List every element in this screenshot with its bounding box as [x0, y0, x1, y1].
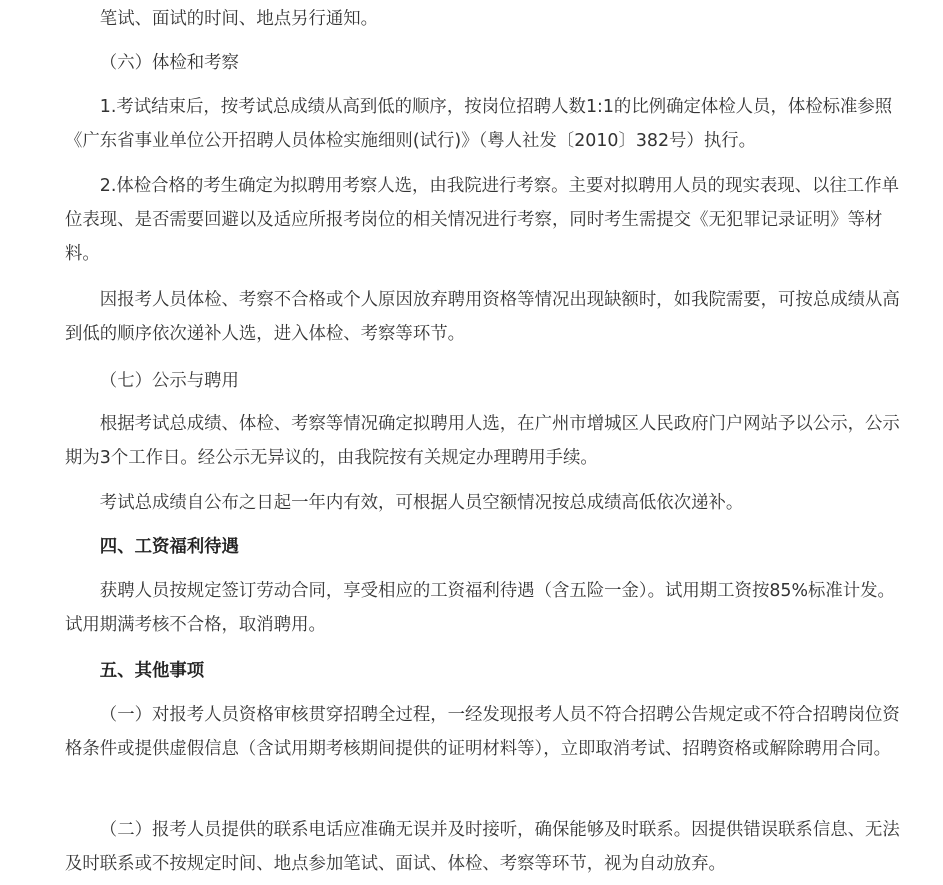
- paragraph-qualification-check: （一）对报考人员资格审核贯穿招聘全过程，一经发现报考人员不符合招聘公告规定或不符合招聘岗位资格条件或提供虚假信息（含试用期考核期间提供的证明材料等），立即取消考试、招聘资格或解除聘用合同。: [65, 705, 900, 759]
- heading-other-matters: 五、其他事项: [99, 661, 205, 681]
- subheading-physical-exam: （六）体检和考察: [99, 53, 239, 73]
- heading-salary-benefits: 四、工资福利待遇: [99, 537, 239, 557]
- subheading-publicity: （七）公示与聘用: [99, 371, 239, 391]
- paragraph-contact-info: （二）报考人员提供的联系电话应准确无误并及时接听，确保能够及时联系。因提供错误联系信息、无法及时联系或不按规定时间、地点参加笔试、面试、体检、考察等环节，视为自动放弃。: [65, 820, 900, 874]
- paragraph-validity: 考试总成绩自公布之日起一年内有效，可根据人员空额情况按总成绩高低依次递补。: [99, 493, 744, 513]
- paragraph-salary: 获聘人员按规定签订劳动合同，享受相应的工资福利待遇（含五险一金）。试用期工资按85%标准计发。试用期满考核不合格，取消聘用。: [65, 581, 895, 635]
- notice-paragraph: 笔试、面试的时间、地点另行通知。: [99, 9, 379, 29]
- paragraph-exam-ranking: 1.考试结束后，按考试总成绩从高到低的顺序，按岗位招聘人数1:1的比例确定体检人员，体检标准参照《广东省事业单位公开招聘人员体检实施细则(试行)》（粤人社发〔2010〕382号）执行。: [65, 97, 893, 151]
- paragraph-inspection: 2.体检合格的考生确定为拟聘用考察人选，由我院进行考察。主要对拟聘用人员的现实表现、以往工作单位表现、是否需要回避以及适应所报考岗位的相关情况进行考察，同时考生需提交《无犯罪记录证明》等材料。: [65, 176, 899, 264]
- paragraph-vacancy-fill: 因报考人员体检、考察不合格或个人原因放弃聘用资格等情况出现缺额时，如我院需要，可按总成绩从高到低的顺序依次递补人选，进入体检、考察等环节。: [65, 290, 900, 344]
- paragraph-publicity: 根据考试总成绩、体检、考察等情况确定拟聘用人选，在广州市增城区人民政府门户网站予以公示，公示期为3个工作日。经公示无异议的，由我院按有关规定办理聘用手续。: [65, 414, 900, 468]
